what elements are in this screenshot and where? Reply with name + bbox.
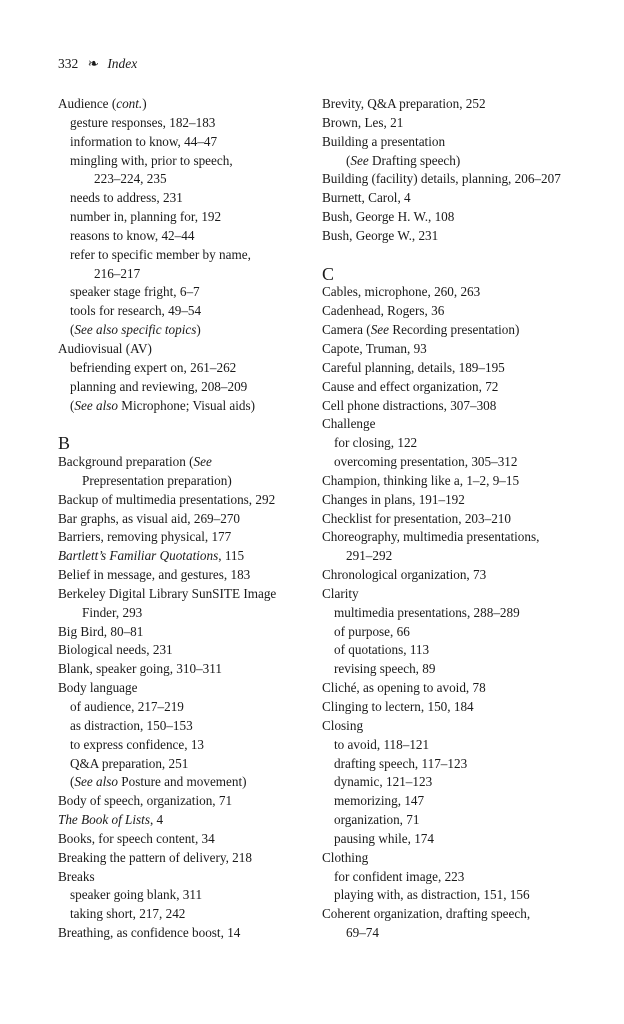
entry-text: 223–224, 235 bbox=[94, 171, 167, 187]
entry-text: reasons to know, 42–44 bbox=[70, 227, 195, 243]
index-entry bbox=[58, 679, 308, 698]
index-subentry bbox=[58, 604, 308, 623]
entry-text: Champion, thinking like a, 1–2, 9–15 bbox=[322, 472, 520, 488]
index-entry bbox=[322, 849, 582, 868]
section-title: Index bbox=[107, 56, 138, 71]
entry-text: ( bbox=[70, 322, 75, 338]
index-entry bbox=[322, 679, 582, 698]
section-spacer bbox=[58, 415, 308, 434]
index-subentry bbox=[322, 547, 582, 566]
entry-text: Breathing, as confidence boost, 14 bbox=[58, 925, 241, 941]
entry-text: Clarity bbox=[322, 585, 359, 601]
index-entry bbox=[322, 302, 582, 321]
entry-text: multimedia presentations, 288–289 bbox=[334, 604, 520, 620]
entry-text: Changes in plans, 191–192 bbox=[322, 491, 465, 507]
index-subentry bbox=[58, 227, 308, 246]
index-subentry bbox=[58, 170, 308, 189]
italic-text: Bartlett’s Familiar Quotations bbox=[58, 548, 219, 564]
entry-text: ( bbox=[70, 774, 75, 790]
entry-text: Background preparation ( bbox=[58, 454, 194, 470]
index-subentry bbox=[58, 302, 308, 321]
index-subentry bbox=[322, 152, 582, 171]
entry-text: 291–292 bbox=[346, 548, 393, 564]
section-letter: B bbox=[58, 433, 71, 454]
entry-text: Books, for speech content, 34 bbox=[58, 830, 215, 846]
entry-text: pausing while, 174 bbox=[334, 830, 434, 846]
entry-text: needs to address, 231 bbox=[70, 190, 183, 206]
index-entry bbox=[322, 170, 582, 189]
entry-text: Burnett, Carol, 4 bbox=[322, 190, 411, 206]
fleuron-ornament: ❧ bbox=[87, 56, 99, 71]
entry-text: , 4 bbox=[149, 812, 164, 828]
entry-text: Chronological organization, 73 bbox=[322, 567, 487, 583]
index-entry bbox=[322, 415, 582, 434]
index-subentry bbox=[322, 924, 582, 943]
entry-text: Body of speech, organization, 71 bbox=[58, 793, 233, 809]
entry-text: gesture responses, 182–183 bbox=[70, 114, 216, 130]
entry-text: of purpose, 66 bbox=[334, 623, 410, 639]
index-subentry bbox=[322, 886, 582, 905]
entry-text: Q&A preparation, 251 bbox=[70, 755, 189, 771]
italic-text: See also bbox=[74, 397, 118, 413]
index-subentry bbox=[58, 208, 308, 227]
entry-text: Closing bbox=[322, 717, 364, 733]
entry-text: speaker going blank, 311 bbox=[70, 887, 203, 903]
index-entry bbox=[58, 566, 308, 585]
index-entry bbox=[322, 528, 582, 547]
entry-text: Cause and effect organization, 72 bbox=[322, 378, 499, 394]
index-entry bbox=[322, 114, 582, 133]
index-subentry bbox=[322, 660, 582, 679]
index-entry bbox=[322, 340, 582, 359]
index-entry bbox=[322, 283, 582, 302]
entry-text: Berkeley Digital Library SunSITE Image bbox=[58, 585, 277, 601]
index-subentry bbox=[322, 868, 582, 887]
index-entry bbox=[58, 528, 308, 547]
entry-text: Careful planning, details, 189–195 bbox=[322, 359, 505, 375]
index-subentry bbox=[322, 773, 582, 792]
entry-text: Blank, speaker going, 310–311 bbox=[58, 661, 222, 677]
entry-text: Bush, George H. W., 108 bbox=[322, 209, 455, 225]
entry-text: overcoming presentation, 305–312 bbox=[334, 454, 518, 470]
index-subentry bbox=[322, 755, 582, 774]
entry-text: speaker stage fright, 6–7 bbox=[70, 284, 200, 300]
index-subentry bbox=[58, 152, 308, 171]
index-entry bbox=[58, 491, 308, 510]
italic-text: See also bbox=[74, 774, 118, 790]
entry-text: ) bbox=[196, 322, 201, 338]
index-entry bbox=[322, 698, 582, 717]
entry-text: refer to specific member by name, bbox=[70, 246, 251, 262]
index-entry bbox=[58, 510, 308, 529]
index-entry bbox=[322, 359, 582, 378]
entry-text: Cell phone distractions, 307–308 bbox=[322, 397, 497, 413]
entry-text: memorizing, 147 bbox=[334, 793, 425, 809]
italic-text: The Book of Lists bbox=[58, 812, 150, 828]
entry-text: dynamic, 121–123 bbox=[334, 774, 433, 790]
entry-text: ( bbox=[70, 397, 75, 413]
entry-text: Breaking the pattern of delivery, 218 bbox=[58, 849, 252, 865]
index-entry bbox=[322, 321, 582, 340]
entry-text: Audiovisual (AV) bbox=[58, 340, 152, 356]
index-subentry bbox=[322, 604, 582, 623]
index-entry bbox=[322, 227, 582, 246]
index-entry bbox=[322, 510, 582, 529]
index-subentry bbox=[58, 698, 308, 717]
index-subentry bbox=[322, 453, 582, 472]
index-subentry bbox=[322, 641, 582, 660]
italic-text: See bbox=[193, 454, 212, 470]
entry-text: Belief in message, and gestures, 183 bbox=[58, 567, 251, 583]
entry-text: 69–74 bbox=[346, 925, 379, 941]
italic-text: See bbox=[370, 322, 390, 338]
entry-text: , 115 bbox=[218, 548, 245, 564]
entry-text: Choreography, multimedia presentations, bbox=[322, 529, 540, 545]
index-entry bbox=[322, 378, 582, 397]
index-entry bbox=[58, 95, 308, 114]
index-entry bbox=[322, 585, 582, 604]
index-subentry bbox=[58, 378, 308, 397]
page-number: 332 bbox=[58, 56, 79, 71]
index-subentry bbox=[322, 434, 582, 453]
entry-text: organization, 71 bbox=[334, 812, 420, 828]
entry-text: Cliché, as opening to avoid, 78 bbox=[322, 680, 486, 696]
index-entry bbox=[58, 641, 308, 660]
entry-text: Barriers, removing physical, 177 bbox=[58, 529, 232, 545]
index-entry bbox=[322, 472, 582, 491]
entry-text: Posture and movement) bbox=[118, 774, 247, 790]
entry-text: Backup of multimedia presentations, 292 bbox=[58, 491, 276, 507]
index-column-right bbox=[322, 95, 582, 943]
entry-text: Building a presentation bbox=[322, 133, 446, 149]
entry-text: planning and reviewing, 208–209 bbox=[70, 378, 248, 394]
index-entry bbox=[58, 623, 308, 642]
entry-text: 216–217 bbox=[94, 265, 141, 281]
entry-text: as distraction, 150–153 bbox=[70, 717, 193, 733]
entry-text: befriending expert on, 261–262 bbox=[70, 359, 237, 375]
index-subentry bbox=[58, 905, 308, 924]
index-subentry bbox=[58, 283, 308, 302]
index-entry bbox=[58, 792, 308, 811]
index-subentry bbox=[58, 133, 308, 152]
entry-text: Breaks bbox=[58, 868, 95, 884]
index-subentry bbox=[322, 792, 582, 811]
index-entry bbox=[322, 905, 582, 924]
entry-text: Capote, Truman, 93 bbox=[322, 340, 427, 356]
index-entry bbox=[322, 95, 582, 114]
entry-text: Bush, George W., 231 bbox=[322, 227, 439, 243]
index-subentry bbox=[58, 886, 308, 905]
index-subentry bbox=[58, 717, 308, 736]
entry-text: drafting speech, 117–123 bbox=[334, 755, 468, 771]
entry-text: mingling with, prior to speech, bbox=[70, 152, 233, 168]
entry-text: Checklist for presentation, 203–210 bbox=[322, 510, 511, 526]
entry-text: Clothing bbox=[322, 849, 369, 865]
entry-text: Prepresentation preparation) bbox=[82, 472, 232, 488]
index-entry bbox=[58, 868, 308, 887]
entry-text: of audience, 217–219 bbox=[70, 699, 184, 714]
entry-text: of quotations, 113 bbox=[334, 642, 430, 658]
index-subentry bbox=[58, 265, 308, 284]
entry-text: revising speech, 89 bbox=[334, 661, 436, 677]
italic-text: See also specific topics bbox=[74, 322, 197, 338]
index-entry bbox=[58, 849, 308, 868]
index-entry bbox=[322, 717, 582, 736]
index-subentry bbox=[322, 623, 582, 642]
entry-text: Cables, microphone, 260, 263 bbox=[322, 284, 481, 300]
index-entry bbox=[58, 830, 308, 849]
entry-text: Challenge bbox=[322, 416, 376, 432]
entry-text: Brown, Les, 21 bbox=[322, 114, 404, 130]
index-entry bbox=[58, 453, 308, 472]
entry-text: Cadenhead, Rogers, 36 bbox=[322, 303, 445, 319]
section-spacer bbox=[322, 246, 582, 265]
index-entry bbox=[58, 547, 308, 566]
index-subentry bbox=[58, 114, 308, 133]
index-entry bbox=[58, 924, 308, 943]
entry-text: Audience ( bbox=[58, 96, 117, 111]
index-subentry bbox=[58, 773, 308, 792]
entry-text: Recording presentation) bbox=[389, 322, 520, 338]
index-subentry bbox=[58, 755, 308, 774]
italic-text: See bbox=[350, 152, 369, 168]
entry-text: ) bbox=[142, 96, 147, 111]
entry-text: for closing, 122 bbox=[334, 435, 418, 451]
index-subentry bbox=[58, 472, 308, 491]
index-entry bbox=[58, 340, 308, 359]
index-subentry bbox=[322, 830, 582, 849]
index-subentry bbox=[58, 246, 308, 265]
index-subentry bbox=[58, 189, 308, 208]
index-entry bbox=[322, 133, 582, 152]
entry-text: for confident image, 223 bbox=[334, 868, 465, 884]
index-entry bbox=[58, 811, 308, 830]
entry-text: Building (facility) details, planning, 206–207 bbox=[322, 171, 561, 187]
entry-text: Microphone; Visual aids) bbox=[118, 397, 256, 413]
index-entry bbox=[322, 208, 582, 227]
index-entry bbox=[322, 566, 582, 585]
index-subentry bbox=[58, 321, 308, 340]
entry-text: Coherent organization, drafting speech, bbox=[322, 906, 531, 922]
entry-text: Bar graphs, as visual aid, 269–270 bbox=[58, 510, 241, 526]
entry-text: Camera ( bbox=[322, 322, 371, 338]
entry-text: ( bbox=[346, 152, 351, 168]
index-entry bbox=[322, 397, 582, 416]
index-subentry bbox=[322, 736, 582, 755]
index-subentry bbox=[58, 397, 308, 416]
section-letter: C bbox=[322, 263, 335, 284]
entry-text: Biological needs, 231 bbox=[58, 642, 173, 658]
entry-text: to avoid, 118–121 bbox=[334, 736, 430, 752]
index-entry bbox=[322, 189, 582, 208]
entry-text: Drafting speech) bbox=[368, 152, 461, 168]
index-entry bbox=[58, 585, 308, 604]
entry-text: playing with, as distraction, 151, 156 bbox=[334, 887, 530, 903]
index-entry bbox=[322, 491, 582, 510]
index-column-left bbox=[58, 95, 308, 943]
entry-text: Big Bird, 80–81 bbox=[58, 623, 144, 639]
entry-text: Finder, 293 bbox=[82, 604, 143, 620]
index-subentry bbox=[58, 359, 308, 378]
entry-text: Clinging to lectern, 150, 184 bbox=[322, 699, 474, 714]
italic-text: cont. bbox=[116, 96, 143, 111]
entry-text: number in, planning for, 192 bbox=[70, 209, 222, 225]
index-subentry bbox=[58, 736, 308, 755]
index-subentry bbox=[322, 811, 582, 830]
running-header bbox=[58, 55, 137, 73]
entry-text: Body language bbox=[58, 680, 138, 696]
entry-text: information to know, 44–47 bbox=[70, 133, 218, 149]
entry-text: to express confidence, 13 bbox=[70, 736, 205, 752]
entry-text: tools for research, 49–54 bbox=[70, 303, 202, 319]
entry-text: Brevity, Q&A preparation, 252 bbox=[322, 96, 486, 111]
entry-text: taking short, 217, 242 bbox=[70, 906, 186, 922]
index-entry bbox=[58, 660, 308, 679]
